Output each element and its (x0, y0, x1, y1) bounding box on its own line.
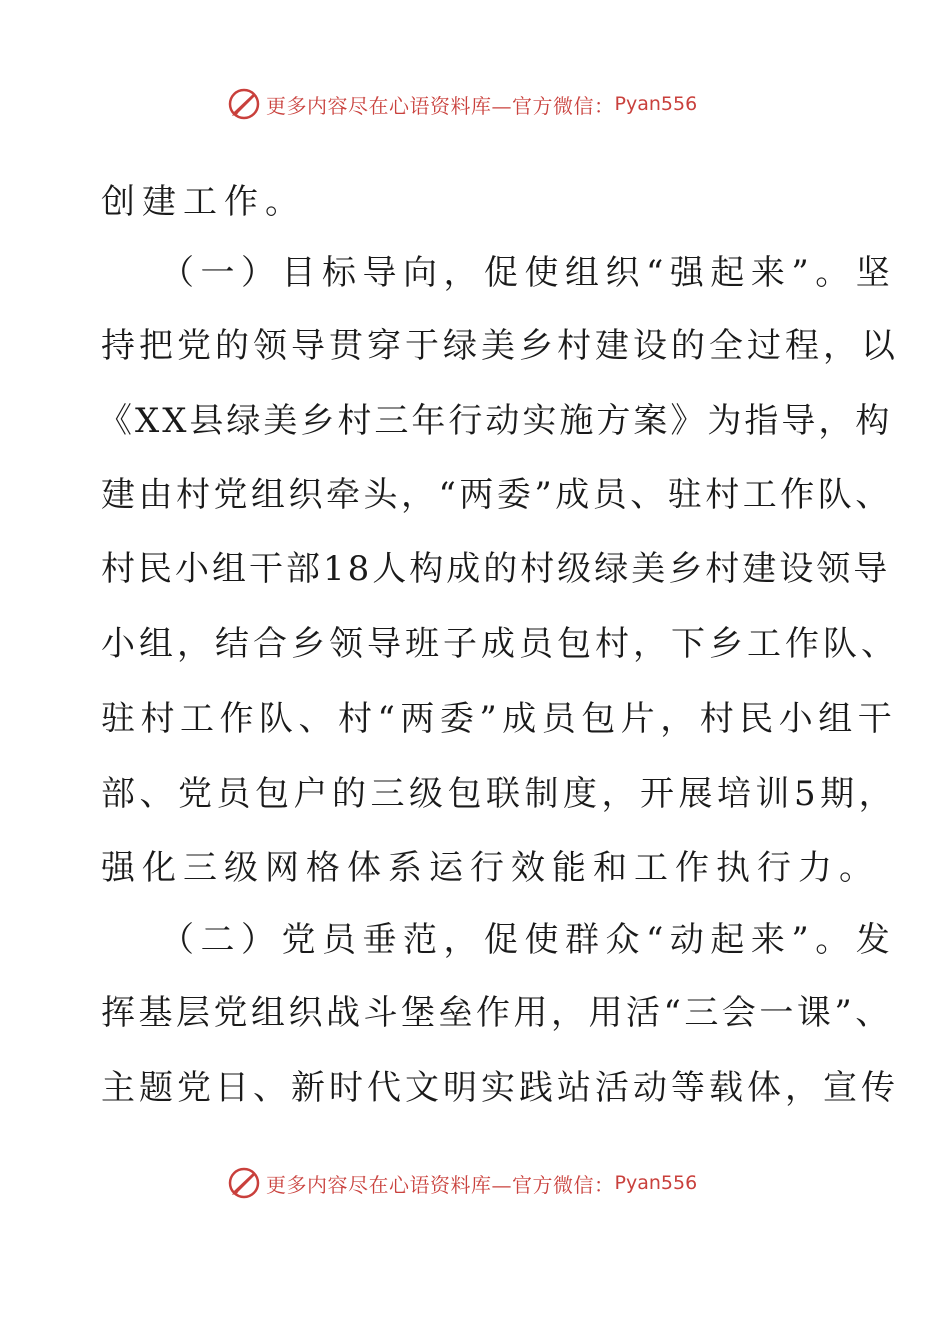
text-line: 持把党的领导贯穿于绿美乡村建设的全过程，以 (101, 326, 899, 366)
text-line: 《XX县绿美乡村三年行动实施方案》为指导，构 (98, 401, 893, 441)
text-line: 部、党员包户的三级包联制度，开展培训5期， (101, 774, 898, 814)
text-line: （二）党员垂范，促使群众“动起来”。发 (160, 920, 897, 960)
footer-watermark (226, 1163, 746, 1203)
watermark-text: 更多内容尽在心语资料库—官方微信： (266, 1172, 615, 1197)
watermark-text: 更多内容尽在心语资料库—官方微信： (266, 93, 615, 118)
text-line: 建由村党组织牵头，“两委”成员、驻村工作队、 (101, 475, 893, 515)
watermark-wechat-id: Pyan556 (614, 1172, 698, 1194)
text-line: 村民小组干部18人构成的村级绿美乡村建设领导 (101, 549, 891, 589)
pen-logo-icon (226, 1165, 262, 1201)
header-watermark (226, 84, 746, 124)
text-line: （一）目标导向，促使组织“强起来”。坚 (160, 253, 897, 293)
watermark-wechat-id: Pyan556 (614, 93, 698, 115)
text-line: 主题党日、新时代文明实践站活动等载体，宣传 (101, 1068, 899, 1108)
pen-logo-icon (226, 86, 262, 122)
text-line: 小组，结合乡领导班子成员包村，下乡工作队、 (101, 624, 899, 664)
text-line: 挥基层党组织战斗堡垒作用，用活“三会一课”、 (101, 993, 893, 1033)
text-line: 强化三级网格体系运行效能和工作执行力。 (101, 848, 880, 888)
text-line: 创建工作。 (101, 182, 306, 222)
text-line: 驻村工作队、村“两委”成员包片，村民小组干 (101, 699, 898, 739)
